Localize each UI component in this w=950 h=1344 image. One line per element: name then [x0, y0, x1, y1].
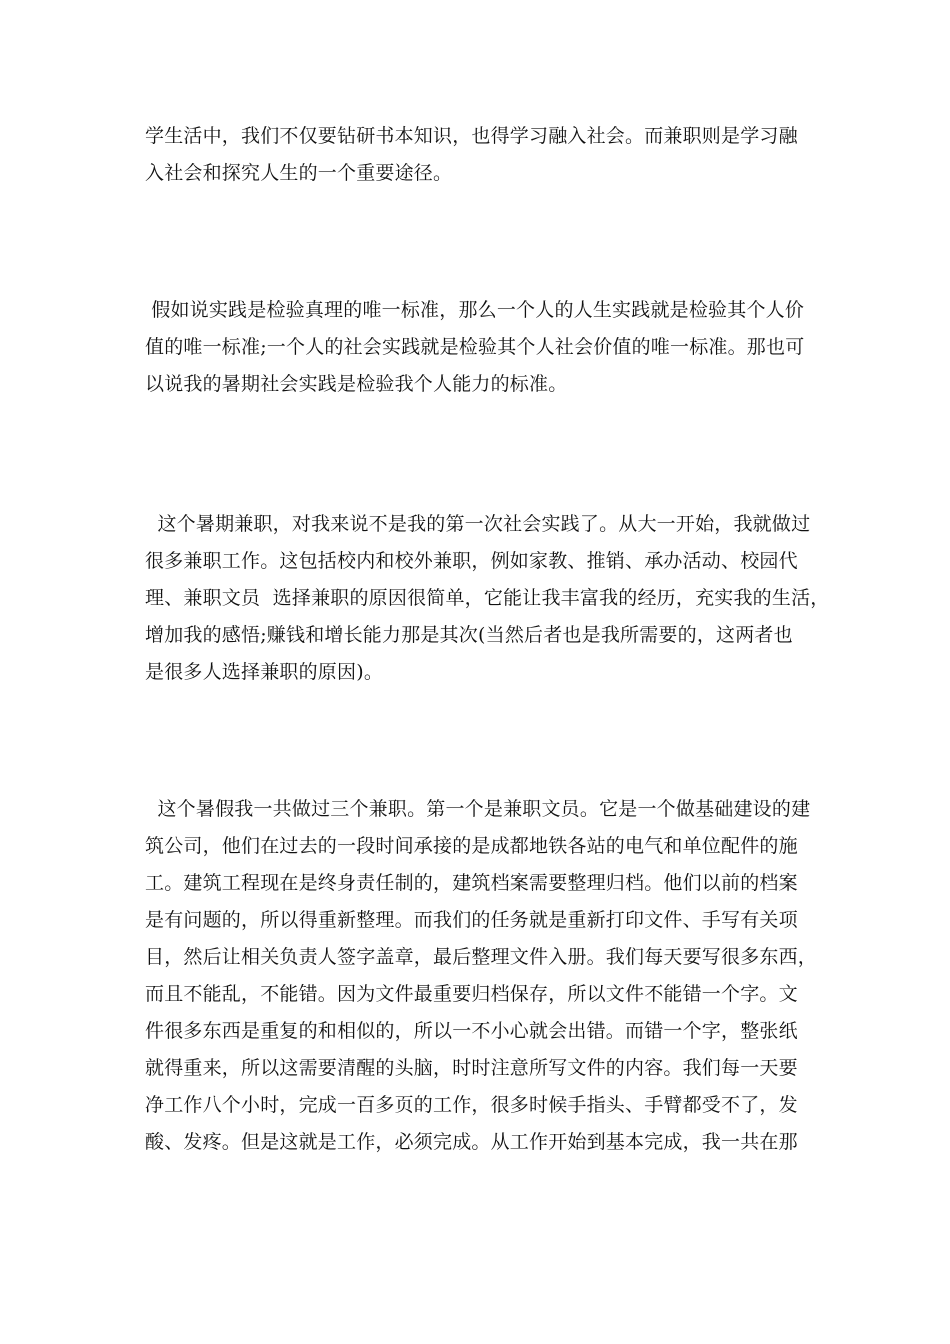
text-line: 目，然后让相关负责人签字盖章，最后整理文件入册。我们每天要写很多东西，: [145, 946, 818, 968]
text-line: 很多兼职工作。这包括校内和校外兼职，例如家教、推销、承办活动、校园代: [145, 550, 798, 572]
text-line: 净工作八个小时，完成一百多页的工作，很多时候手指头、手臂都受不了，发: [145, 1094, 798, 1116]
text-line: 筑公司，他们在过去的一段时间承接的是成都地铁各站的电气和单位配件的施: [145, 835, 798, 857]
text-line: 件很多东西是重复的和相似的，所以一不小心就会出错。而错一个字，整张纸: [145, 1020, 798, 1042]
text-line: 假如说实践是检验真理的唯一标准，那么一个人的人生实践就是检验其个人价: [145, 299, 805, 321]
text-line: 这个暑期兼职，对我来说不是我的第一次社会实践了。从大一开始，我就做过: [145, 513, 811, 535]
text-line: 这个暑假我一共做过三个兼职。第一个是兼职文员。它是一个做基础建设的建: [145, 798, 811, 820]
text-line: 入社会和探究人生的一个重要途径。: [145, 162, 453, 184]
text-line: 是有问题的，所以得重新整理。而我们的任务就是重新打印文件、手写有关项: [145, 909, 798, 931]
text-line: 理、兼职文员 选择兼职的原因很简单，它能让我丰富我的经历，充实我的生活，: [145, 587, 830, 609]
paragraph-4: [145, 791, 825, 1161]
text-line: 学生活中，我们不仅要钻研书本知识，也得学习融入社会。而兼职则是学习融: [145, 125, 798, 147]
text-line: 增加我的感悟;赚钱和增长能力那是其次(当然后者也是我所需要的，这两者也: [145, 624, 793, 646]
paragraph-1: [145, 118, 825, 192]
text-line: 工。建筑工程现在是终身责任制的，建筑档案需要整理归档。他们以前的档案: [145, 872, 798, 894]
text-line: 值的唯一标准;一个人的社会实践就是检验其个人社会价值的唯一标准。那也可: [145, 336, 805, 358]
paragraph-2: [145, 292, 825, 403]
text-line: 是很多人选择兼职的原因)。: [145, 661, 384, 683]
text-line: 而且不能乱，不能错。因为文件最重要归档保存，所以文件不能错一个字。文: [145, 983, 798, 1005]
text-line: 以说我的暑期社会实践是检验我个人能力的标准。: [145, 373, 568, 395]
paragraph-3: [145, 506, 830, 691]
text-line: 就得重来，所以这需要清醒的头脑，时时注意所写文件的内容。我们每一天要: [145, 1057, 798, 1079]
text-line: 酸、发疼。但是这就是工作，必须完成。从工作开始到基本完成，我一共在那: [145, 1131, 798, 1153]
